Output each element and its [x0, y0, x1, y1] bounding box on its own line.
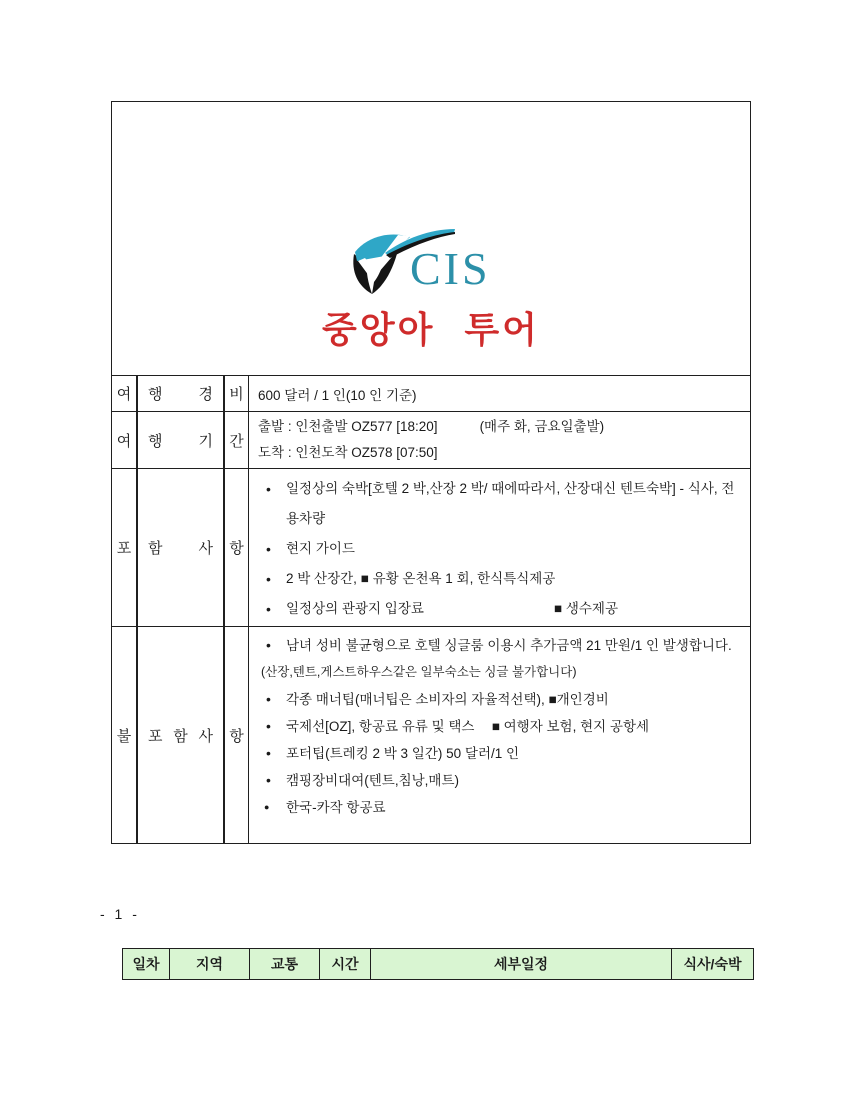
label-col2: [138, 376, 225, 411]
schedule-col-time: 시간: [320, 949, 371, 979]
item-tail-text: ■ 생수제공: [553, 601, 618, 616]
cost-text: 600 달러 / 1 인(10 인 기준): [258, 387, 417, 403]
bullet-icon: •: [266, 718, 271, 734]
item-text: 2 박 산장간, ■ 유황 온천욕 1 회, 한식특식제공: [286, 571, 556, 586]
schedule-header-table: [122, 948, 754, 980]
row-travel-cost: [112, 375, 750, 411]
label-col3: [225, 627, 249, 843]
schedule-col-transport: 교통: [250, 949, 320, 979]
label-char: 포: [116, 540, 132, 557]
label-char: 포: [148, 727, 163, 745]
row-excluded-items: [112, 626, 750, 843]
cis-logo-text: CIS: [410, 243, 491, 294]
bullet-icon: ●: [264, 802, 270, 812]
item-text: 일정상의 관광지 입장료: [286, 601, 424, 616]
row-included-items: [112, 468, 750, 626]
schedule-col-day: 일차: [123, 949, 170, 979]
label-char: 사: [198, 727, 213, 745]
bullet-icon: •: [266, 571, 271, 587]
arrival-text: 도착 : 인천도착 OZ578 [07:50]: [258, 445, 438, 460]
label-char: 사: [198, 540, 213, 557]
list-item: [259, 767, 740, 794]
list-item: [259, 534, 740, 564]
bullet-icon: •: [266, 541, 271, 557]
label-char: 간: [229, 432, 244, 450]
label-char: 함: [148, 540, 163, 557]
label-char: 함: [173, 727, 188, 745]
label-char: 불: [116, 727, 132, 745]
departure-text: 출발 : 인천출발 OZ577 [18:20]: [258, 419, 438, 434]
label-char: 여: [116, 386, 132, 403]
schedule-col-region: 지역: [170, 949, 250, 979]
label-col3: [225, 412, 249, 468]
label-col2: [138, 412, 225, 468]
label-char: 행: [148, 432, 163, 450]
list-item: [259, 594, 740, 624]
item-text: 국제선[OZ], 항공료 유류 및 택스 ■ 여행자 보험, 현지 공항세: [286, 719, 650, 734]
single-room-note: [259, 659, 740, 686]
list-item: [259, 632, 740, 659]
departure-line: [258, 414, 604, 440]
item-text: 남녀 성비 불균형으로 호텔 싱글룸 이용시 추가금액 21 만원/1 인 발생합니다.: [286, 638, 732, 653]
label-char: 여: [116, 432, 132, 450]
included-items-content: [249, 469, 750, 626]
item-text: 포터팁(트레킹 2 박 3 일간) 50 달러/1 인: [286, 746, 520, 761]
label-col1: [112, 627, 138, 843]
item-text: 각종 매너팁(매너팁은 소비자의 자율적선택), ■개인경비: [286, 692, 609, 707]
row-travel-period: [112, 411, 750, 468]
departure-note: (매주 화, 금요일출발): [479, 419, 605, 434]
label-col1: [112, 412, 138, 468]
label-col3: [225, 469, 249, 626]
travel-cost-value: [249, 376, 750, 411]
item-text: 일정상의 숙박[호텔 2 박,산장 2 박/ 때에따라서, 산장대신 텐트숙박] - 식사, 전용차량: [286, 481, 735, 526]
label-col1: [112, 469, 138, 626]
brand-title: 중앙아 투어: [322, 309, 540, 350]
excluded-items-content: [249, 627, 750, 843]
page-number: - 1 -: [100, 906, 140, 922]
bullet-icon: •: [266, 637, 271, 653]
item-text: 현지 가이드: [286, 541, 355, 556]
item-text: 캠핑장비대여(텐트,침낭,매트): [286, 773, 459, 788]
bullet-icon: •: [266, 691, 271, 707]
list-item: [259, 794, 740, 821]
label-char: 항: [229, 540, 244, 557]
label-col2: [138, 469, 225, 626]
label-col1: [112, 376, 138, 411]
label-col3: [225, 376, 249, 411]
item-text: 한국-카작 항공료: [286, 800, 386, 815]
bullet-icon: •: [266, 772, 271, 788]
list-item: [259, 686, 740, 713]
bullet-icon: •: [266, 481, 271, 497]
note-text: (산장,텐트,게스트하우스같은 일부숙소는 싱글 불가합니다): [261, 665, 577, 679]
travel-period-value: [249, 412, 750, 468]
excluded-list: [259, 632, 740, 821]
list-item: [259, 740, 740, 767]
arrival-line: [258, 440, 438, 466]
list-item: [259, 474, 740, 534]
cis-logo-icon: [338, 228, 524, 300]
logo-box: [112, 102, 750, 375]
list-item: [259, 713, 740, 740]
label-char: 비: [229, 386, 244, 403]
label-char: 기: [198, 432, 213, 450]
label-char: 항: [229, 727, 244, 745]
label-char: 경: [198, 386, 213, 403]
label-char: 행: [148, 386, 163, 403]
tour-info-table: [111, 101, 751, 844]
label-col2: [138, 627, 225, 843]
schedule-col-meal: 식사/숙박: [672, 949, 753, 979]
logo-cell: [112, 102, 750, 375]
bullet-icon: •: [266, 745, 271, 761]
included-list: [259, 474, 740, 624]
bullet-icon: •: [266, 601, 271, 617]
list-item: [259, 564, 740, 594]
schedule-col-detail: 세부일정: [371, 949, 672, 979]
